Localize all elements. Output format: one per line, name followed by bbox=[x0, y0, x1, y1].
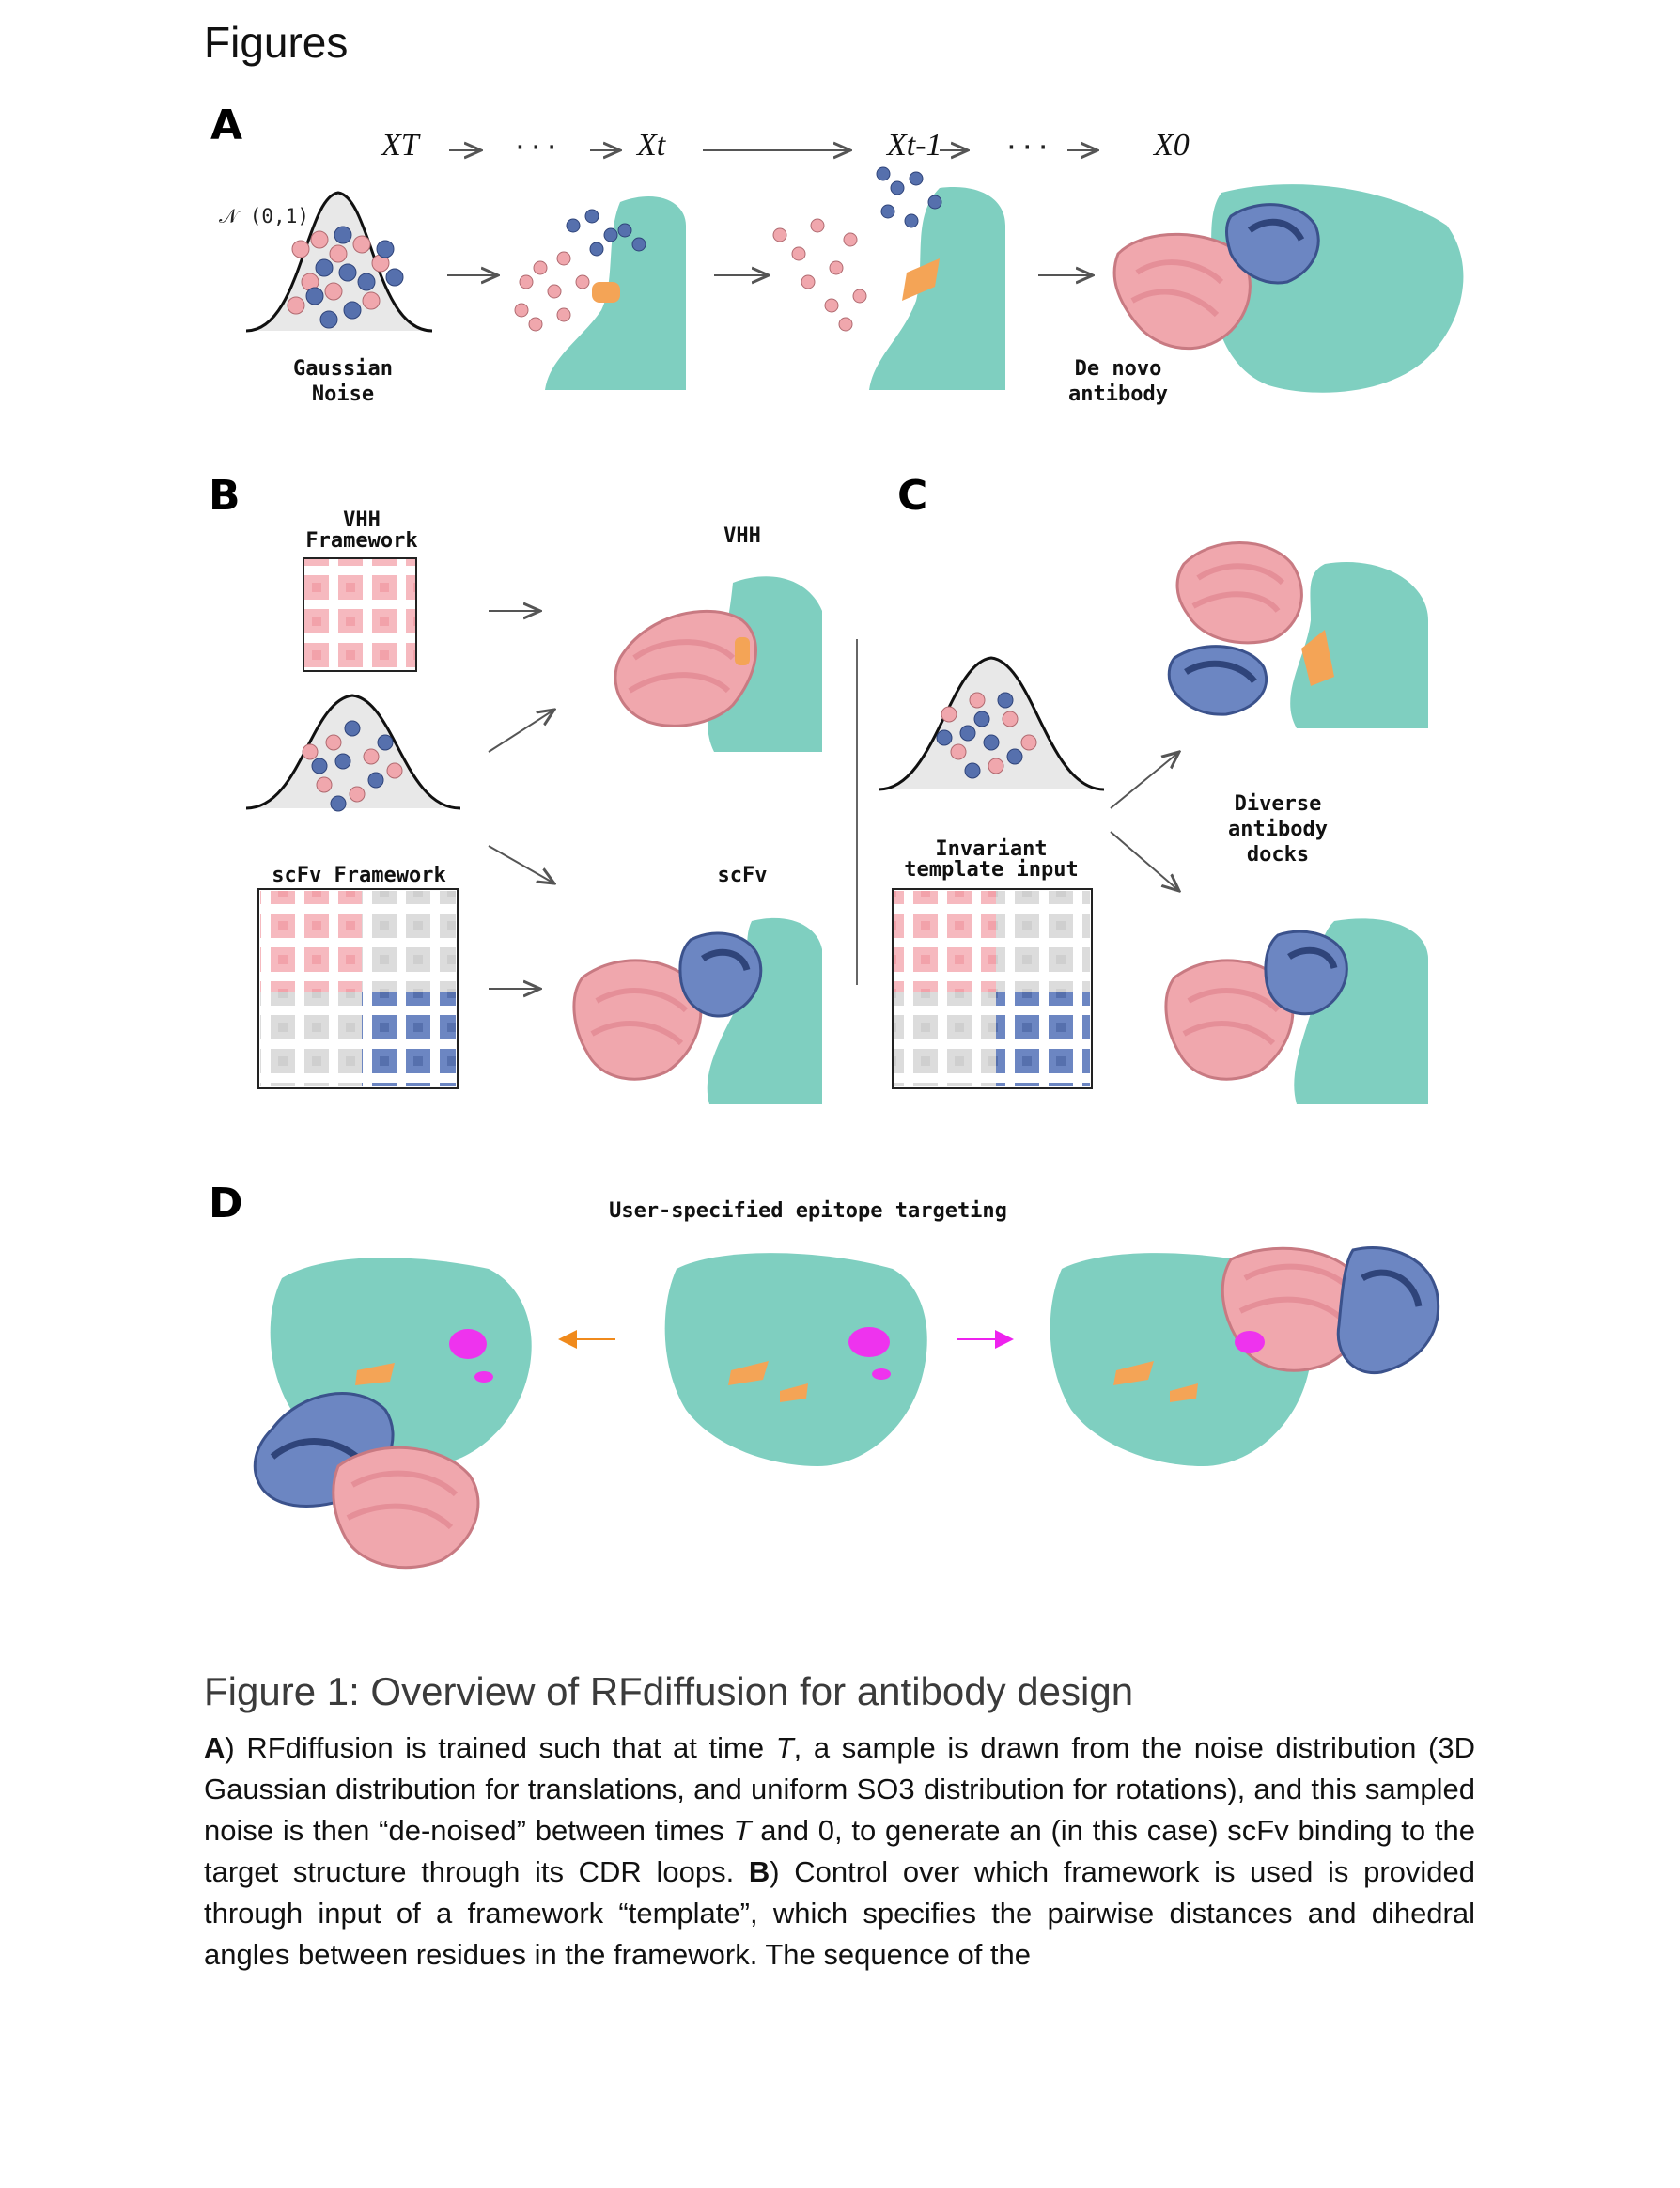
panel-letter-a: A bbox=[210, 102, 243, 149]
label-x-t: Xt bbox=[637, 128, 666, 163]
panel-letter-c: C bbox=[897, 472, 928, 520]
caption-key-b: B bbox=[748, 1855, 770, 1888]
panel-letter-b: B bbox=[209, 472, 241, 520]
page-title: Figures bbox=[204, 18, 349, 67]
figure-caption-title: Figure 1: Overview of RFdiffusion for antibody design bbox=[204, 1669, 1134, 1713]
panel-b-graphics bbox=[246, 558, 822, 1104]
epitope-targeting-label: User-specified epitope targeting bbox=[609, 1199, 1007, 1223]
caption-key-a: A bbox=[204, 1731, 226, 1764]
diverse-docks-label: Diverse antibody docks bbox=[1228, 792, 1328, 867]
vhh-label: VHH bbox=[723, 524, 761, 548]
ellipsis-2: ··· bbox=[1003, 132, 1051, 163]
label-x-t-minus-1: Xt-1 bbox=[887, 128, 942, 163]
label-x-0: X0 bbox=[1154, 128, 1190, 163]
scfv-framework-label: scFv Framework bbox=[272, 864, 446, 887]
ellipsis-1: ··· bbox=[512, 132, 560, 163]
invariant-template-label: Invariant template input bbox=[904, 837, 1079, 882]
vhh-framework-matrix bbox=[303, 558, 416, 671]
vhh-framework-label: VHH Framework bbox=[305, 508, 418, 553]
normal-distribution-label: 𝒩 (0,1) bbox=[219, 205, 309, 227]
label-x-T: XT bbox=[381, 128, 419, 163]
gaussian-noise-label: Gaussian Noise bbox=[293, 357, 393, 406]
de-novo-antibody-label: De novo antibody bbox=[1068, 357, 1168, 406]
scfv-framework-matrix bbox=[258, 889, 458, 1088]
scfv-label: scFv bbox=[717, 864, 768, 887]
panel-a-graphics bbox=[246, 150, 1463, 393]
panel-d-graphics bbox=[255, 1247, 1438, 1567]
panel-letter-d: D bbox=[209, 1180, 243, 1227]
invariant-template-matrix bbox=[893, 889, 1092, 1088]
figure-caption-body: A) RFdiffusion is trained such that at time T, a sample is drawn from the noise distribution (3D Gaussian distribution for translations, and uniform SO3 distribution for rotations), and this sampled noise is then “de-noised” between times T and 0, to generate an (in this case) scFv binding to the target structure through its CDR loops. B) Control over which framework is used is provided through input of a framework “template”, which specifies the pairwise distances and dihedral angles between residues in the framework. The sequence of the bbox=[204, 1731, 1475, 1971]
